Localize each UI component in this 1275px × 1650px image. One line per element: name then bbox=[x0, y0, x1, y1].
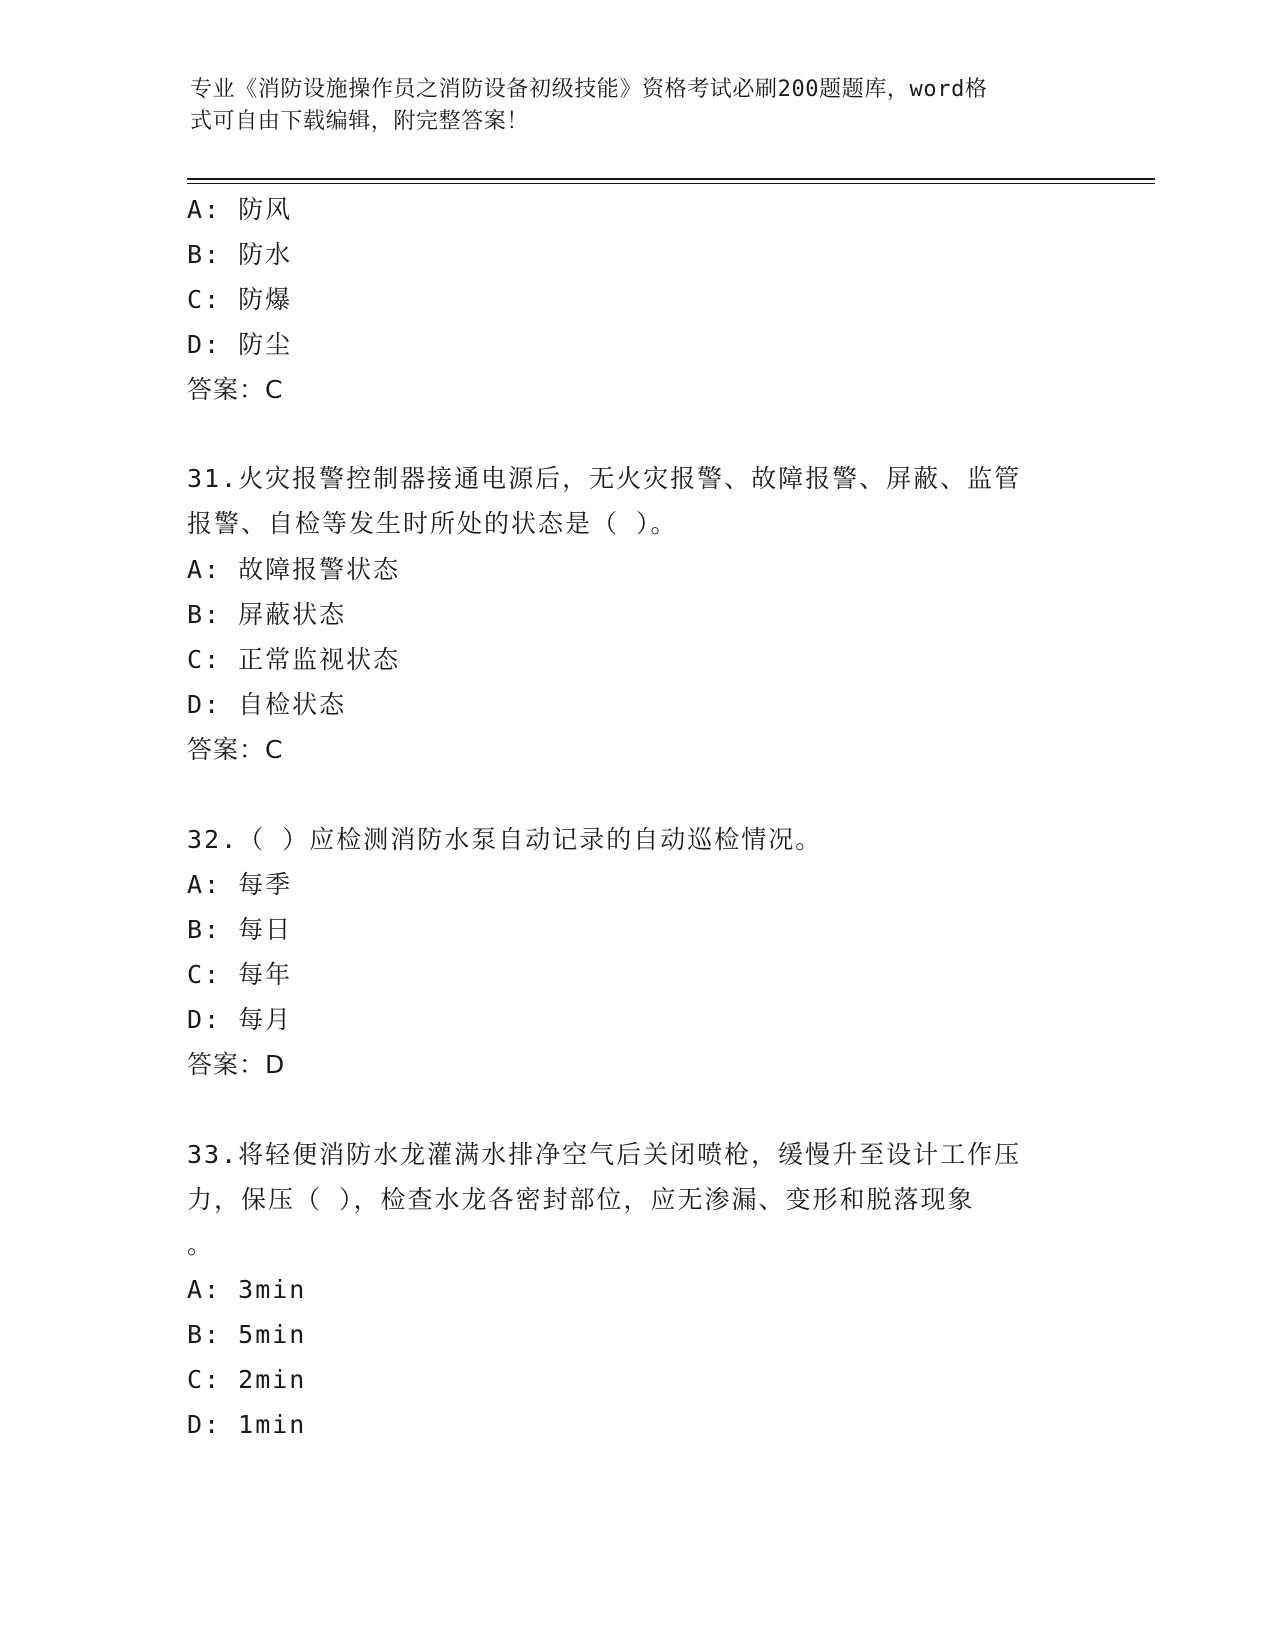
q33-stem-line-1: 33.将轻便消防水龙灌满水排净空气后关闭喷枪，缓慢升至设计工作压 bbox=[187, 1140, 1022, 1169]
q32-stem-line-1: 32.（ ）应检测消防水泵自动记录的自动巡检情况。 bbox=[187, 825, 823, 854]
q33-stem-line-3: 。 bbox=[187, 1230, 215, 1259]
q31-option-c: C: 正常监视状态 bbox=[187, 645, 401, 674]
header-line-2: 式可自由下载编辑，附完整答案！ bbox=[190, 109, 530, 134]
q32-option-a: A: 每季 bbox=[187, 870, 293, 899]
header-divider-thick bbox=[187, 178, 1155, 180]
q32-option-c: C: 每年 bbox=[187, 960, 293, 989]
q33-option-b: B: 5min bbox=[187, 1320, 307, 1349]
q32-option-b: B: 每日 bbox=[187, 915, 293, 944]
q31-option-d: D: 自检状态 bbox=[187, 690, 347, 719]
q33-option-c: C: 2min bbox=[187, 1365, 307, 1394]
q30-option-b: B: 防水 bbox=[187, 240, 293, 269]
q32-answer: 答案：D bbox=[187, 1050, 286, 1079]
q32-option-d: D: 每月 bbox=[187, 1005, 293, 1034]
q31-stem-line-2: 报警、自检等发生时所处的状态是（ ）。 bbox=[187, 509, 678, 538]
q30-option-c: C: 防爆 bbox=[187, 285, 293, 314]
document-header bbox=[190, 74, 1070, 138]
header-line-1: 专业《消防设施操作员之消防设备初级技能》资格考试必刷200题题库，word格 bbox=[190, 77, 988, 102]
q30-option-d: D: 防尘 bbox=[187, 330, 293, 359]
q31-option-b: B: 屏蔽状态 bbox=[187, 600, 347, 629]
q33-option-d: D: 1min bbox=[187, 1410, 307, 1439]
q31-answer: 答案：C bbox=[187, 735, 284, 764]
q31-option-a: A: 故障报警状态 bbox=[187, 555, 401, 584]
q33-option-a: A: 3min bbox=[187, 1275, 307, 1304]
q30-option-a: A: 防风 bbox=[187, 195, 293, 224]
header-divider-thin bbox=[187, 183, 1155, 184]
q33-stem-line-2: 力，保压（ ），检查水龙各密封部位，应无渗漏、变形和脱落现象 bbox=[187, 1185, 975, 1214]
q30-answer: 答案：C bbox=[187, 375, 284, 404]
q31-stem-line-1: 31.火灾报警控制器接通电源后，无火灾报警、故障报警、屏蔽、监管 bbox=[187, 464, 1022, 493]
